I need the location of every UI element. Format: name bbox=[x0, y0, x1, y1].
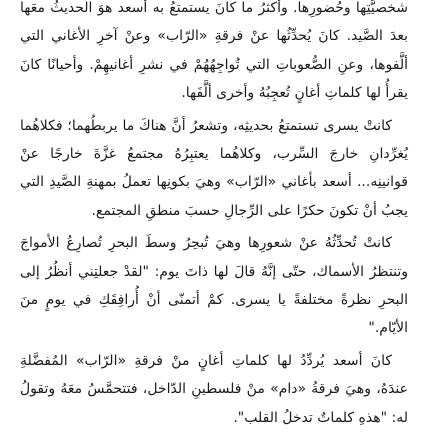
paragraph: كانَ أسعد يُردِّدُ لها كلماتِ أغانٍ منْ فرقةِ «الرّاب» المُفضَّلةِ عندَهُ، وهيَ فرقةُ «دام» منْ فلسطينِ الدّاخل، فتتحمَّسُ معَهُ وتقولُ له: "هذهِ كلماتٌ تدخلُ القلب". bbox=[20, 352, 408, 426]
paragraph: كانتْ تُحدِّثُهُ عنْ شعورِها وهيَ تُبحِرُ وسطَ البحرِ تُصارِعُ الأمواجَ وتنتظرُ الأسماك، حتّى إنَّهُ قالَ لها ذاتَ يوم: "لقدْ جعلتِني أنظُرُ إلى البحرِ نظرةً مختلفةً يا يسرى. كمْ أتمنّى أنْ أُرافِقَكِ في يومٍ منَ الأيّام." bbox=[20, 235, 408, 337]
paragraph: كانتْ يسرى تستمتعُ بحديثِه، وتشعرُ أنَّ هناكَ ما يربطُهما؛ فكلاهُما يُغرِّدانِ خارجَ السِّرب، وكلاهُما يعتبِرُهُ مجتمعُ غزَّةَ خارجًا عنْ قوانينِه... أسعد بأغاني «الرّاب» وهيَ بكونِها تعملُ بمهنةِ الصَّيدِ التي يجبُ أنْ تكونَ حكرًا على الرِّجالِ حسبَ منطقِ المجتمع. bbox=[20, 117, 408, 219]
paragraph: شخصيَّتِها وحُضورِها. وأكثرُ ما كانَ يستمتعُ به أسعد هوَ الحديثُ معَها بعدَ الصَّيد. كانَ يُحدِّثُها عنْ فرقةِ «الرّاب» وعنْ آخرِ الأغاني التي ألَّفوها، وعنِ الصُّعوباتِ التي تُواجِهُهُمْ في نشرِ أغانيهِمْ. وأحيانًا كانَ يقرأُ لها كلماتِ أغانٍ تُعجِبُهُ وأخرى ألَّفَها. bbox=[20, 0, 408, 102]
